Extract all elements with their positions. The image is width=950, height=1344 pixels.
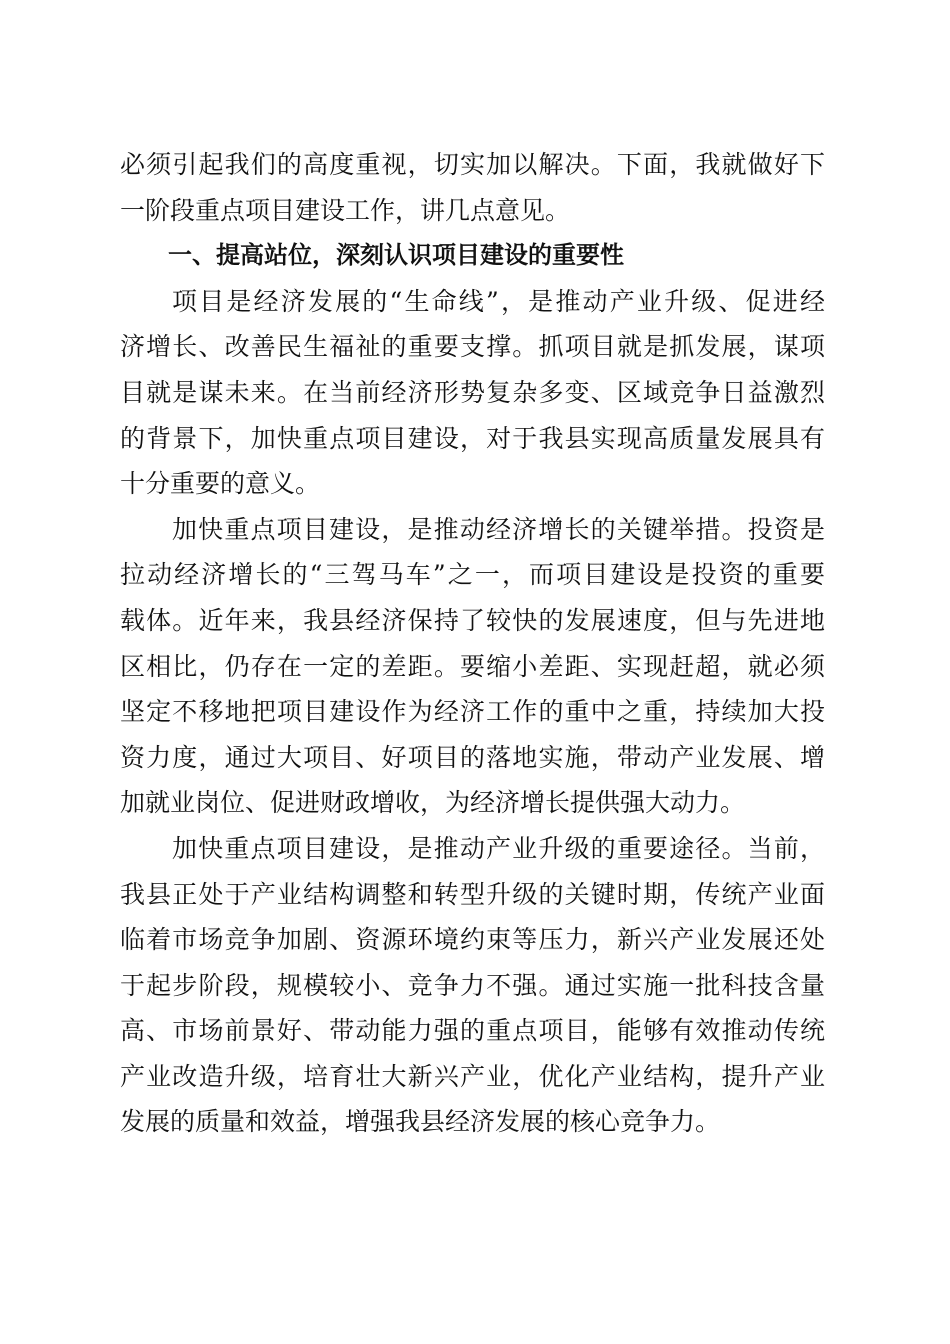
text-line: 于起步阶段，规模较小、竞争力不强。通过实施一批科技含量	[120, 970, 825, 1000]
text-line: 加就业岗位、促进财政增收，为经济增长提供强大动力。	[120, 788, 746, 818]
text-line: 坚定不移地把项目建设作为经济工作的重中之重，持续加大投	[120, 697, 825, 727]
text-line: 的背景下，加快重点项目建设，对于我县实现高质量发展具有	[120, 423, 825, 453]
text-line: 我县正处于产业结构调整和转型升级的关键时期，传统产业面	[120, 879, 825, 909]
text-line: 临着市场竞争加剧、资源环境约束等压力，新兴产业发展还处	[120, 925, 825, 955]
text-line: 目就是谋未来。在当前经济形势复杂多变、区域竞争日益激烈	[120, 377, 825, 407]
text-line: 一阶段重点项目建设工作，讲几点意见。	[120, 195, 571, 225]
text-line: 必须引起我们的高度重视，切实加以解决。下面，我就做好下	[120, 150, 825, 179]
text-line: 加快重点项目建设，是推动经济增长的关键举措。投资是	[172, 514, 825, 544]
text-line: 区相比，仍存在一定的差距。要缩小差距、实现赶超，就必须	[120, 651, 825, 681]
text-line: 产业改造升级，培育壮大新兴产业，优化产业结构，提升产业	[120, 1061, 825, 1091]
section-heading: 一、提高站位，深刻认识项目建设的重要性	[168, 241, 624, 270]
text-line: 项目是经济发展的“生命线”，是推动产业升级、促进经	[172, 286, 825, 316]
document-body	[120, 142, 825, 1145]
text-line: 高、市场前景好、带动能力强的重点项目，能够有效推动传统	[120, 1016, 825, 1046]
text-line: 载体。近年来，我县经济保持了较快的发展速度，但与先进地	[120, 605, 825, 635]
text-line: 加快重点项目建设，是推动产业升级的重要途径。当前，	[172, 833, 825, 863]
text-line: 济增长、改善民生福祉的重要支撑。抓项目就是抓发展，谋项	[120, 332, 825, 362]
text-line: 拉动经济增长的“三驾马车”之一，而项目建设是投资的重要	[120, 560, 825, 590]
text-line: 资力度，通过大项目、好项目的落地实施，带动产业发展、增	[120, 742, 825, 772]
text-line: 发展的质量和效益，增强我县经济发展的核心竞争力。	[120, 1107, 721, 1137]
text-line: 十分重要的意义。	[120, 469, 321, 499]
